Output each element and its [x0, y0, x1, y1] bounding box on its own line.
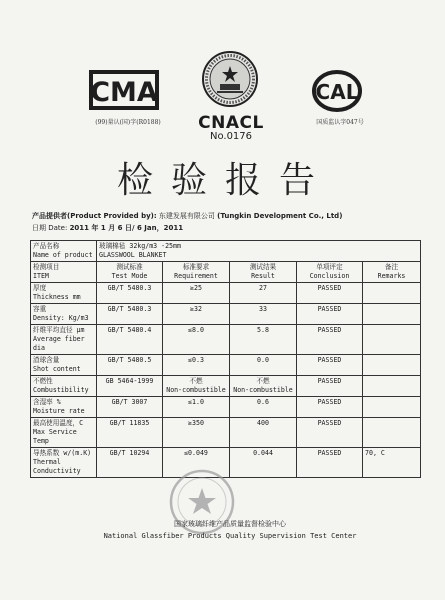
requirement-cell [163, 376, 230, 397]
result-en: Non-combustible [233, 386, 293, 394]
remarks: 70, C [365, 449, 385, 457]
conclusion: PASSED [317, 377, 342, 385]
test-mode-cell [97, 418, 163, 448]
remarks [365, 419, 418, 428]
remarks [365, 398, 418, 407]
conclusion: PASSED [317, 398, 342, 406]
remarks-cell [363, 448, 421, 478]
requirement: ≥350 [188, 419, 204, 427]
conclusion: PASSED [317, 356, 342, 364]
conclusion-cell [297, 325, 363, 355]
item-cn: 纤维平均直径 μm [33, 326, 85, 334]
result: 不燃 [256, 377, 270, 385]
date-line [32, 223, 183, 233]
result-cell [230, 283, 297, 304]
test-mode-cell [97, 397, 163, 418]
result: 33 [259, 305, 267, 313]
product-name-cn-label: 产品名称 [33, 242, 60, 250]
requirement: ≥32 [190, 305, 202, 313]
cma-logo-icon [88, 68, 160, 112]
result-cell [230, 397, 297, 418]
result: 0.6 [257, 398, 269, 406]
table-row [31, 325, 421, 355]
item-en: Moisture rate [33, 407, 85, 415]
cal-caption: 国质监认字047号 [316, 119, 364, 126]
test-mode: GB/T 10294 [109, 449, 150, 457]
test-mode-cell [97, 283, 163, 304]
cma-logo-text: CMA [90, 77, 158, 108]
result-cell [230, 355, 297, 376]
requirement-en [165, 314, 227, 323]
result-en [232, 335, 294, 344]
product-name-cn-value: 玻璃棉毡 32kg/m3 -25mm [99, 242, 181, 250]
cal-logo-icon [311, 69, 363, 113]
item-en: Shot content [33, 365, 81, 373]
requirement: ≤0.3 [188, 356, 204, 364]
remarks [365, 377, 418, 386]
item-cn: 渣球含量 [33, 356, 60, 364]
requirement-cell [163, 418, 230, 448]
item-en: Combustibility [33, 386, 89, 394]
result-en [232, 458, 294, 467]
table-header-row [31, 262, 421, 283]
requirement-en [165, 335, 227, 344]
requirement: ≤8.0 [188, 326, 204, 334]
item-en: Average fiber dia [33, 335, 85, 352]
remarks [365, 284, 418, 293]
product-value-cell [97, 241, 421, 262]
organization-name-cn: 国家玻璃纤维产品质量监督检验中心 [174, 520, 286, 528]
test-mode: GB 5464-1999 [105, 377, 154, 385]
conclusion-cell [297, 304, 363, 325]
item-cell [31, 397, 97, 418]
item-en: Density: Kg/m3 [33, 314, 89, 322]
result: 0.044 [253, 449, 273, 457]
cnacl-emblem-icon [201, 50, 259, 108]
column-header-test-mode: 测试标准 Test Mode [97, 262, 163, 283]
requirement-en [165, 428, 227, 437]
requirement-en [165, 458, 227, 467]
test-mode: GB/T 5480.3 [107, 305, 152, 313]
result-en [232, 293, 294, 302]
report-table [30, 240, 421, 478]
requirement-cell [163, 397, 230, 418]
test-mode: GB/T 5480.5 [107, 356, 152, 364]
column-header-conclusion: 单项评定 Conclusion [297, 262, 363, 283]
column-header-item: 检测项目 ITEM [31, 262, 97, 283]
provider-cn: 东建发展有限公司 [158, 212, 215, 220]
test-mode-cell [97, 448, 163, 478]
table-row [31, 355, 421, 376]
item-cell [31, 418, 97, 448]
test-mode-cell [97, 355, 163, 376]
test-mode-cell [97, 325, 163, 355]
requirement: ≥25 [190, 284, 202, 292]
remarks-cell [363, 397, 421, 418]
requirement-en [165, 407, 227, 416]
item-cn: 导热系数 w/(m.K) [33, 449, 92, 457]
result-en [232, 314, 294, 323]
requirement: 不燃 [189, 377, 203, 385]
provider-en: (Tungkin Development Co., Ltd) [217, 212, 343, 220]
remarks-cell [363, 376, 421, 397]
result-cell [230, 418, 297, 448]
conclusion-cell [297, 397, 363, 418]
remarks-cell [363, 283, 421, 304]
requirement-en: Non-combustible [166, 386, 226, 394]
table-row [31, 376, 421, 397]
requirement: ≤0.049 [184, 449, 208, 457]
table-row [31, 397, 421, 418]
result: 400 [257, 419, 269, 427]
product-name-en-label: Name of product [33, 251, 93, 259]
requirement-cell [163, 355, 230, 376]
report-title: 检验报告 [116, 160, 333, 201]
test-mode: GB/T 5480.3 [107, 284, 152, 292]
conclusion: PASSED [317, 284, 342, 292]
requirement-en [165, 293, 227, 302]
product-row [31, 241, 421, 262]
item-cell [31, 448, 97, 478]
product-label-cell [31, 241, 97, 262]
result-cell [230, 325, 297, 355]
result-cell [230, 376, 297, 397]
date-value: 2011 年 1 月 6 日/ 6 Jan，2011 [69, 224, 184, 232]
remarks-cell [363, 304, 421, 325]
item-cn: 最高使用温度，C [33, 419, 84, 427]
cnacl-name: CNACL [198, 113, 264, 133]
item-cn: 厚度 [33, 284, 47, 292]
table-row [31, 304, 421, 325]
remarks [365, 326, 418, 335]
result-en [232, 365, 294, 374]
requirement-en [165, 365, 227, 374]
item-cell [31, 304, 97, 325]
result: 5.8 [257, 326, 269, 334]
cma-caption: (99)量认(国)字(R0188) [95, 119, 161, 126]
remarks-cell [363, 325, 421, 355]
product-name-en-value: GLASSWOOL BLANKET [99, 251, 167, 259]
remarks-cell [363, 355, 421, 376]
conclusion-cell [297, 376, 363, 397]
table-row [31, 418, 421, 448]
item-cell [31, 355, 97, 376]
provider-label: 产品提供者(Product Provided by): [32, 212, 157, 220]
item-cell [31, 376, 97, 397]
cal-logo-text: CAL [315, 80, 359, 104]
conclusion-cell [297, 283, 363, 304]
requirement-cell [163, 283, 230, 304]
remarks [365, 356, 418, 365]
conclusion: PASSED [317, 305, 342, 313]
remarks-cell [363, 418, 421, 448]
conclusion-cell [297, 355, 363, 376]
cnacl-number: No.0176 [209, 131, 253, 142]
test-mode-cell [97, 376, 163, 397]
column-header-remarks: 备注 Remarks [363, 262, 421, 283]
column-header-result: 测试结果 Result [230, 262, 297, 283]
conclusion: PASSED [317, 449, 342, 457]
item-cn: 容重 [33, 305, 47, 313]
requirement-cell [163, 304, 230, 325]
column-header-requirement: 标准要求 Requirement [163, 262, 230, 283]
table-row [31, 283, 421, 304]
item-en: Thermal Conductivity [33, 458, 81, 475]
requirement-cell [163, 325, 230, 355]
result-cell [230, 304, 297, 325]
provider-line [32, 211, 342, 221]
conclusion-cell [297, 448, 363, 478]
item-cell [31, 283, 97, 304]
result: 0.0 [257, 356, 269, 364]
item-cn: 含湿率 % [33, 398, 61, 406]
date-label: 日期 Date: [32, 224, 68, 232]
item-cell [31, 325, 97, 355]
item-en: Thickness mm [33, 293, 81, 301]
result-en [232, 407, 294, 416]
remarks [365, 305, 418, 314]
test-mode-cell [97, 304, 163, 325]
result: 27 [259, 284, 267, 292]
test-mode: GB/T 3007 [111, 398, 148, 406]
organization-name-en: National Glassfiber Products Quality Supervision Test Center [103, 532, 357, 540]
item-cn: 不燃性 [33, 377, 53, 385]
conclusion: PASSED [317, 326, 342, 334]
requirement: ≤1.0 [188, 398, 204, 406]
result-en [232, 428, 294, 437]
result-cell [230, 448, 297, 478]
item-en: Max Service Temp [33, 428, 77, 445]
test-mode: GB/T 11835 [109, 419, 150, 427]
conclusion: PASSED [317, 419, 342, 427]
conclusion-cell [297, 418, 363, 448]
test-mode: GB/T 5480.4 [107, 326, 152, 334]
